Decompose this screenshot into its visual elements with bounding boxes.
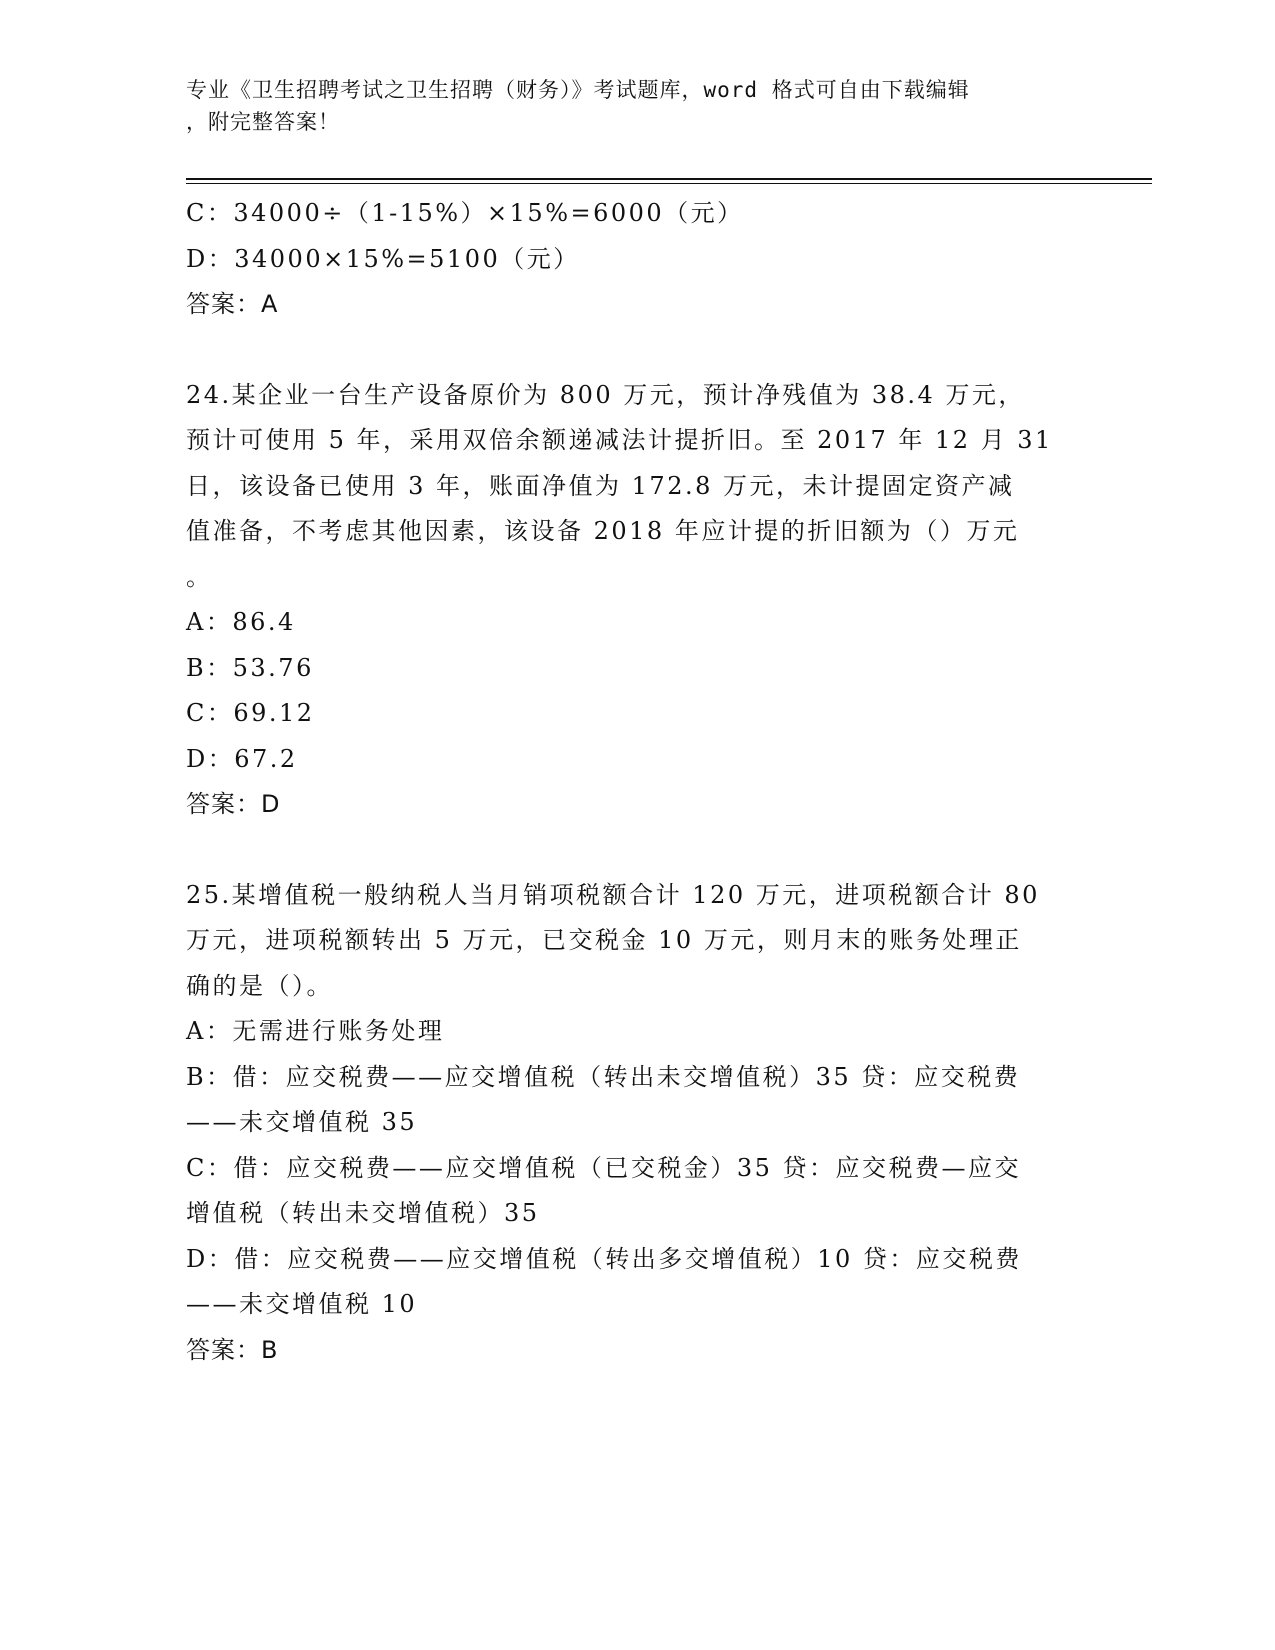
option-d-continuation: ——未交增值税 10 xyxy=(186,1290,418,1318)
question-25 xyxy=(186,873,1086,1374)
option-c: C：借：应交税费——应交增值税（已交税金）35 贷：应交税费—应交 xyxy=(186,1153,1022,1182)
option-d: D：借：应交税费——应交增值税（转出多交增值税）10 贷：应交税费 xyxy=(186,1244,1022,1273)
header-title-line-1: 专业《卫生招聘考试之卫生招聘（财务）》考试题库，word 格式可自由下载编辑 xyxy=(186,78,970,102)
option-b: B：借：应交税费——应交增值税（转出未交增值税）35 贷：应交税费 xyxy=(186,1062,1021,1091)
option-c-continuation: 增值税（转出未交增值税）35 xyxy=(186,1199,540,1227)
answer-line: 答案：D xyxy=(186,790,281,818)
option-b-continuation: ——未交增值税 35 xyxy=(186,1108,418,1136)
question-24 xyxy=(186,373,1086,828)
question-spacer xyxy=(186,828,1086,873)
option-d: D：34000×15%=5100（元） xyxy=(186,244,580,273)
question-23-tail xyxy=(186,191,1086,328)
question-stem-line: 值准备，不考虑其他因素，该设备 2018 年应计提的折旧额为（）万元 xyxy=(186,517,1020,545)
header-divider-thick xyxy=(186,178,1152,180)
question-stem-line: 24.某企业一台生产设备原价为 800 万元，预计净残值为 38.4 万元， xyxy=(186,380,1025,409)
header-title-line-2: ，附完整答案！ xyxy=(186,110,340,134)
header-divider-thin xyxy=(186,183,1152,184)
document-header xyxy=(186,74,1086,138)
question-stem-line: 万元，进项税额转出 5 万元，已交税金 10 万元，则月末的账务处理正 xyxy=(186,926,1022,954)
question-stem-line: 预计可使用 5 年，采用双倍余额递减法计提折旧。至 2017 年 12 月 31 xyxy=(186,426,1053,454)
question-stem-line: 日，该设备已使用 3 年，账面净值为 172.8 万元，未计提固定资产减 xyxy=(186,471,1015,500)
option-a: A：86.4 xyxy=(186,608,296,636)
question-stem-line: 确的是（）。 xyxy=(186,971,333,1000)
option-a: A：无需进行账务处理 xyxy=(186,1017,445,1045)
option-b: B：53.76 xyxy=(186,653,314,682)
option-c: C：69.12 xyxy=(186,699,315,727)
question-spacer xyxy=(186,328,1086,373)
option-c: C：34000÷（1-15%）×15%=6000（元） xyxy=(186,199,744,227)
document-body xyxy=(186,191,1086,1373)
question-stem-line: 25.某增值税一般纳税人当月销项税额合计 120 万元，进项税额合计 80 xyxy=(186,880,1040,909)
answer-line: 答案：A xyxy=(186,290,279,318)
answer-line: 答案：B xyxy=(186,1335,279,1364)
option-d: D：67.2 xyxy=(186,744,298,773)
question-stem-line: 。 xyxy=(186,562,213,591)
